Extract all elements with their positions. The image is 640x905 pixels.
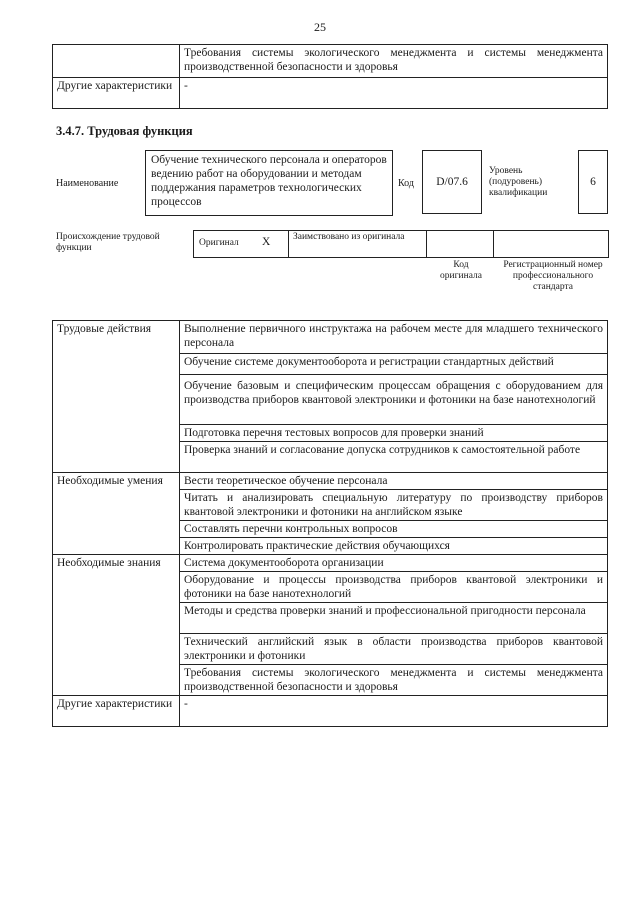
top-other-value: - [180,78,608,109]
main-function-table [52,320,608,727]
original-mark: X [262,236,271,248]
original-label: Оригинал [199,238,239,248]
origin-divider-1 [288,230,289,258]
origin-divider-2 [426,230,427,258]
top-empty-cell [53,45,180,78]
other-item: - [180,696,608,727]
action-item: Обучение системе документооборота и регистрации стандартных действий [180,354,608,375]
code-original-caption: Код оригинала [440,260,482,281]
origin-label: Происхождение трудовой функции [56,232,160,253]
skill-item: Вести теоретическое обучение персонала [180,473,608,490]
code-label: Код [398,178,414,189]
section-title: 3.4.7. Трудовая функция [56,124,193,138]
top-requirement-cell: Требования системы экологического менеджмента и системы менеджмента производственной безопасности и здоровья [180,45,608,78]
level-label: Уровень (подуровень) квалификации [489,166,548,198]
knowledge-item: Методы и средства проверки знаний и профессиональной пригодности персонала [180,603,608,634]
group-label-actions: Трудовые действия [53,321,180,473]
action-item: Подготовка перечня тестовых вопросов для проверки знаний [180,425,608,442]
knowledge-item: Система документооборота организации [180,555,608,572]
top-continuation-table [52,44,608,109]
group-label-knowledge: Необходимые знания [53,555,180,696]
skill-item: Составлять перечни контрольных вопросов [180,521,608,538]
action-item: Проверка знаний и согласование допуска сотрудников к самостоятельной работе [180,442,608,473]
borrowed-label: Заимствовано из оригинала [293,232,405,242]
origin-divider-3 [493,230,494,258]
group-label-other: Другие характеристики [53,696,180,727]
action-item: Выполнение первичного инструктажа на рабочем месте для младшего технического персонала [180,321,608,354]
code-value-box: D/07.6 [422,150,482,214]
knowledge-item: Технический английский язык в области производства приборов квантовой электроники и фотоники [180,634,608,665]
group-label-skills: Необходимые умения [53,473,180,555]
action-item: Обучение базовым и специфическим процессам обращения с оборудованием для производства приборов квантовой электроники и фотоники на базе нанотехнологий [180,375,608,425]
top-other-label: Другие характеристики [53,78,180,109]
knowledge-item: Требования системы экологического менеджмента и системы менеджмента производственной безопасности и здоровья [180,665,608,696]
level-value-box: 6 [578,150,608,214]
skill-item: Читать и анализировать специальную литературу по производству приборов квантовой электроники и фотоники на английском языке [180,490,608,521]
page-number: 25 [314,20,326,34]
knowledge-item: Оборудование и процессы производства приборов квантовой электроники и фотоники на базе нанотехнологий [180,572,608,603]
reg-number-caption: Регистрационный номер профессионального стандарта [503,260,603,292]
skill-item: Контролировать практические действия обучающихся [180,538,608,555]
function-name-box: Обучение технического персонала и операторов ведению работ на оборудовании и методам поддержания параметров технологических процессов [145,150,393,216]
name-label: Наименование [56,178,119,189]
